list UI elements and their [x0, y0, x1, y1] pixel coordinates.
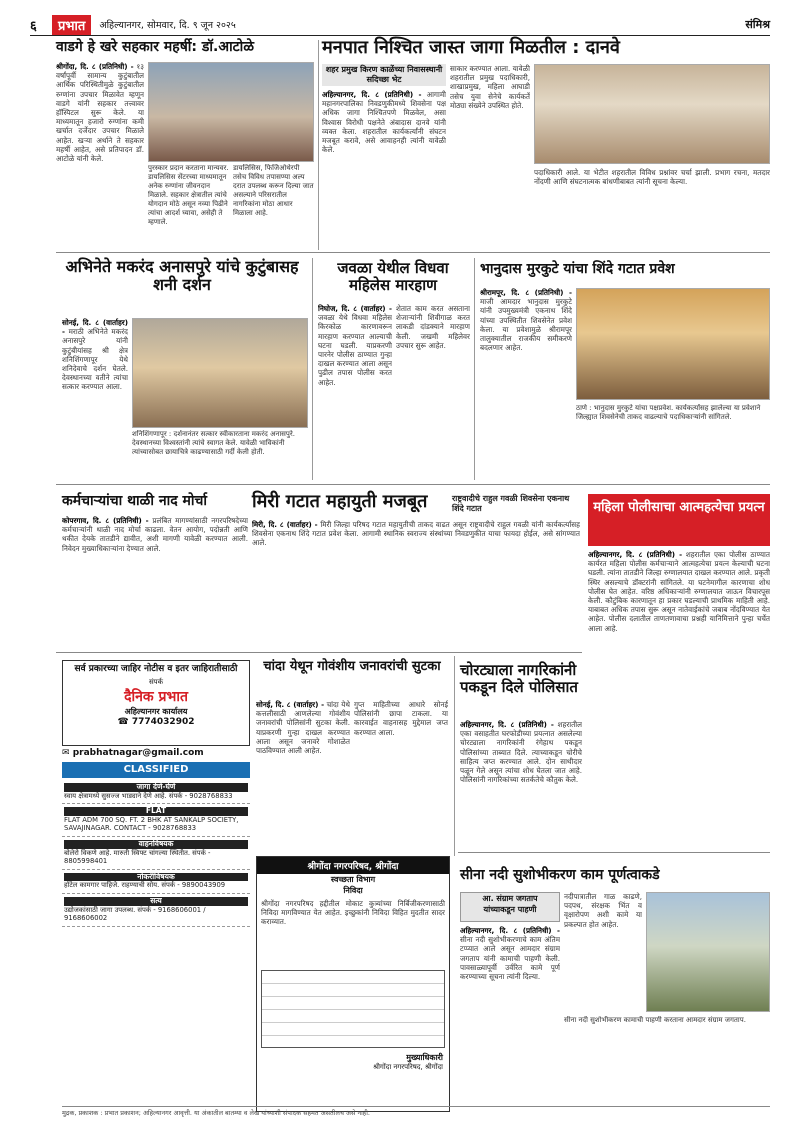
- article11-body: [460, 926, 560, 1106]
- article6-body: [62, 516, 248, 646]
- article7-text: मिरी जिल्हा परिषद गटात महायुतीची ताकद वाढत असून राष्ट्रवादीचे राहुल गवळी यांनी कार्यकर्त्यांसह शिवसेना एकनाथ शिंदे गटात प्रवेश केला. आगामी स्थानिक स्वराज्य संस्थांच्या निवडणुकीत याचा फायदा होईल, असे सांगण्यात आले.: [252, 520, 580, 548]
- advert-phone: [63, 717, 249, 727]
- article5-col2: कार्यकर्त्यांसह झालेल्या या प्रवेशाने जिल्ह्यात शिवसेनेची ताकद वाढल्याचे पदाधिकाऱ्यांनी सांगितले.: [576, 404, 761, 421]
- article11-caption: सीना नदी सुशोभीकरण कामाची पाहणी करताना आमदार संग्राम जगताप.: [564, 1016, 746, 1024]
- tender-org: श्रीगोंदा नगरपरिषद, श्रीगोंदा: [257, 857, 449, 874]
- article4-headline: जवळा येथील विधवा महिलेस मारहाण: [337, 259, 449, 294]
- article5-text: माजी आमदार भानुदास मुरकुटे यांनी उपमुख्यमंत्री एकनाथ शिंदे यांच्या उपस्थितीत शिवसेनेत प्रवेश केला. या प्रवेशामुळे श्रीरामपूर तालुक्यातील राजकीय समीकरणे बदलणार आहेत.: [480, 297, 572, 353]
- classified-item-text: उद्योजकांसाठी जागा उपलब्ध. संपर्क - 9168606001 / 9168606002: [64, 905, 206, 923]
- advert-email-text: prabhatnagar@gmail.com: [72, 748, 204, 758]
- article5-body: [480, 288, 572, 478]
- article2-col2: साकार करण्यात आला. यावेळी शहरातील प्रमुख पदाधिकारी, शाखाप्रमुख, महिला आघाडी तसेच युवा सेनेचे कार्यकर्ते मोठ्या संख्येने उपस्थित होते.: [450, 64, 530, 110]
- edition-dateline: अहिल्यानगर, सोमवार, दि. ९ जून २०२५: [99, 20, 236, 31]
- tender-kind: निविदा: [343, 886, 363, 895]
- article1-headline: वाडगे हे खरे सहकार महर्षी: डॉ.आटोळे: [56, 39, 254, 55]
- article3-text: मराठी अभिनेते मकरंद अनासपुरे यांनी कुटुंबीयांसह श्री क्षेत्र शनिशिंगणापूर येथे शनिदेवाचे दर्शन घेतले. देवस्थानच्या वतीने त्यांचा सत्कार करण्यात आला.: [62, 327, 128, 392]
- article2-headline: मनपात निश्चित जास्त जागा मिळतील : दानवे: [322, 37, 620, 58]
- article2-photo: [534, 64, 770, 164]
- article1-col2: डायलिसिस सेंटरच्या माध्यमातून अनेक रुग्णांना जीवनदान मिळाले. सहकार क्षेत्रातील त्यांचे योगदान मोठे असून नव्या पिढीने त्यांचा आदर्श घ्यावा, असेही ते म्हणाले.: [148, 173, 228, 226]
- article3-body: [62, 318, 128, 478]
- tender-sign2: श्रीगोंदा नगरपरिषद, श्रीगोंदा: [373, 1063, 443, 1071]
- article9-col2: गुप्त माहितीच्या आधारे सोनई पोलिसांनी छापा टाकला. या कारवाईत वाहनासह मुद्देमाल जप्त करण्यात आला.: [354, 700, 448, 737]
- article7-body: [252, 520, 580, 646]
- article9-dateline: सोनई, दि. ८ (वार्ताहर) -: [256, 700, 325, 709]
- article11-box-head: आ. संग्राम जगताप: [482, 894, 538, 903]
- article6-headline: कर्मचाऱ्यांचा थाळी नाद मोर्चा: [62, 493, 208, 509]
- article3-caption-text: शनिशिंगणापूर : दर्शनानंतर सत्कार स्वीकारताना मकरंद अनासपुरे.: [132, 430, 295, 438]
- classified-item: [62, 870, 250, 894]
- article4-col2: शेतात काम करत असताना शेजाऱ्यांनी शिवीगाळ करत लाकडी दांडक्याने मारहाण केली. जखमी महिलेवर उपचार सुरू आहेत.: [396, 304, 470, 350]
- article5-caption: [576, 404, 770, 478]
- phone-icon: ☎: [117, 717, 132, 727]
- classified-item: [62, 780, 250, 804]
- article10-dateline: अहिल्यानगर, दि. ८ (प्रतिनिधी) -: [460, 720, 554, 729]
- article3-photo: [132, 318, 308, 428]
- article4-dateline: निघोज, दि. ८ (वार्ताहर) -: [318, 304, 392, 313]
- article8-body: [588, 550, 770, 842]
- row-rule: [56, 652, 582, 653]
- advert-paper: दैनिक प्रभात: [124, 689, 188, 705]
- article6-text: प्रलंबित मागण्यांसाठी नगरपरिषदेच्या कर्मचाऱ्यांनी थाळी नाद मोर्चा काढला. वेतन आयोग, पदोन्नती आणि थकीत देयके तातडीने द्यावीत, अशी मागणी यावेळी करण्यात आली. निवेदन मुख्याधिकाऱ्यांना देण्यात आले.: [62, 516, 248, 553]
- article9-body: [256, 700, 350, 850]
- article5-dateline: श्रीरामपूर, दि. ८ (प्रतिनिधी) -: [480, 288, 572, 297]
- classified-item-text: स्वाय क्षेत्रामध्ये सुसज्ज भाड्याने देणे आहे. संपर्क - 9028768833: [64, 791, 233, 800]
- tender-table: [261, 970, 445, 1048]
- classified-item: [62, 804, 250, 837]
- article11-box-sub: यांच्याकडून पाहणी: [483, 905, 537, 914]
- column-rule: [312, 258, 313, 480]
- article3-dateline: सोनई, दि. ८ (वार्ताहर) -: [62, 318, 128, 337]
- classified-item: [62, 894, 250, 927]
- tender-notice: [256, 856, 450, 1112]
- classified-item-heading: वाहनविषयक: [64, 840, 248, 849]
- tender-dept: स्वच्छता विभाग: [330, 875, 376, 884]
- article2-text: आगामी महानगरपालिका निवडणुकीमध्ये शिवसेना पक्ष अधिक जागा निश्चितपणे मिळवेल, असा विश्वास विरोधी पक्षनेते अंबादास दानवे यांनी व्यक्त केला. शहरातील कार्यकर्त्यांनी संघटन मजबूत करावे, असे आवाहनही त्यांनी यावेळी केले.: [322, 90, 446, 155]
- imprint: मुद्रक, प्रकाशक : प्रभात प्रकाशन; अहिल्यानगर आवृत्ती. या अंकातील बातम्या व लेख यांच्याशी संपादक सहमत असतीलच असे नाही.: [62, 1106, 770, 1117]
- article1-col3: डायलिसिस, फिजिओथेरपी तसेच विविध तपासण्या अल्प दरात उपलब्ध करून दिल्या जात असल्याने परिसरातील नागरिकांना मोठा आधार मिळाला आहे.: [233, 164, 314, 217]
- article5-headline: भानुदास मुरकुटे यांचा शिंदे गटात प्रवेश: [480, 261, 675, 277]
- column-rule: [454, 656, 455, 856]
- article11-headline: सीना नदी सुशोभीकरण काम पूर्णत्वाकडे: [460, 867, 660, 883]
- article8-headline: महिला पोलीसाचा आत्महत्येचा प्रयत्न: [588, 494, 770, 546]
- article3-caption: [132, 430, 308, 478]
- article2-subhead: शहर प्रमुख किरण काळेंच्या निवासस्थानी सदिच्छा भेट: [322, 64, 446, 86]
- article4-text: जवळा येथे विधवा महिलेस किरकोळ कारणावरून मारहाण करण्यात आल्याची घटना घडली. याप्रकरणी पारनेर पोलीस ठाण्यात गुन्हा दाखल करण्यात आला असून पुढील तपास पोलीस करत आहेत.: [318, 313, 392, 387]
- article4-body: [318, 304, 392, 478]
- row-rule: [56, 484, 770, 485]
- article1-dateline: श्रीगोंदा, दि. ८ (प्रतिनिधी) -: [56, 62, 134, 71]
- article7-kicker: राष्ट्रवादीचे राहुल गवळी शिवसेना एकनाथ शिंदे गटात: [452, 494, 570, 513]
- prabhat-logo: प्रभात: [52, 15, 91, 35]
- column-rule: [318, 40, 319, 250]
- article2-dateline: अहिल्यानगर, दि. ८ (प्रतिनिधी) -: [322, 90, 422, 99]
- article11-col2: नदीपात्रातील गाळ काढणे, पदपथ, संरक्षक भिंत व वृक्षारोपण अशी कामे या प्रकल्पात होत आहेत.: [564, 892, 642, 929]
- classified-item-text: बोलेरो विकणे आहे. मारुती स्विफ्ट चांगल्या स्थितीत. संपर्क - 8805998401: [64, 848, 211, 866]
- classified-banner: CLASSIFIED: [62, 762, 250, 778]
- classified-item-heading: सत्य: [64, 897, 248, 906]
- tender-sign: मुख्याधिकारी: [406, 1053, 443, 1062]
- article9-headline: चांदा येथून गोवंशीय जनावरांची सुटका: [263, 659, 441, 674]
- article11-dateline: अहिल्यानगर, दि. ८ (प्रतिनिधी) -: [460, 926, 560, 935]
- article5-caption-text: ठाणे : भानुदास मुरकुटे यांचा पक्षप्रवेश.: [576, 404, 674, 412]
- classified-list: [62, 780, 250, 1102]
- article11-text: सीना नदी सुशोभीकरणाचे काम अंतिम टप्प्यात आले असून आमदार संग्राम जगताप यांनी कामाची पाहणी केली. पावसाळ्यापूर्वी उर्वरित कामे पूर्ण करण्याच्या सूचना त्यांनी दिल्या.: [460, 935, 560, 982]
- article3-col2: देवस्थानच्या विश्वस्तांनी त्यांचे स्वागत केले. यावेळी भाविकांनी त्यांच्यासोबत छायाचित्रे काढण्यासाठी गर्दी केली होती.: [132, 439, 285, 456]
- article1-caption-text: पुरस्कार प्रदान करताना मान्यवर.: [148, 164, 229, 172]
- row-rule: [458, 852, 770, 853]
- article2-body: [322, 90, 446, 246]
- mail-icon: ✉: [62, 748, 73, 758]
- article6-dateline: कोपरगाव, दि. ८ (प्रतिनिधी) -: [62, 516, 149, 525]
- article10-col2: दोन साथीदार पळून गेले असून त्यांचा शोध घेतला जात आहे. पोलिसांनी नागरिकांच्या सतर्कतेचे कौतुक केले.: [460, 756, 582, 785]
- article10-headline: चोरट्याला नागरिकांनी पकडून दिले पोलिसात: [460, 661, 578, 696]
- article1-body: [56, 62, 144, 246]
- advert-phone-number: 7774032902: [131, 717, 195, 727]
- classified-item-text: हॉटेल कामगार पाहिजे. राहण्याची सोय. संपर्क - 9890043909: [64, 881, 226, 890]
- article1-photo: [148, 62, 314, 162]
- article1-caption: [148, 164, 230, 246]
- advert-office: अहिल्यानगर कार्यालय: [124, 707, 188, 716]
- advert-box: [62, 660, 250, 746]
- article11-photo: [646, 892, 770, 1012]
- column-rule: [474, 258, 475, 480]
- row-rule: [56, 252, 770, 253]
- article3-headline: अभिनेते मकरंद अनासपुरे यांचे कुटुंबासह शनी दर्शन: [65, 257, 299, 294]
- article7-headline: मिरी गटात महायुती मजबूत: [252, 491, 428, 512]
- article11-box: [460, 892, 560, 922]
- article8-text: शहरातील एका पोलीस ठाण्यात कार्यरत महिला पोलीस कर्मचाऱ्याने आत्महत्येचा प्रयत्न केल्याची घटना घडली. त्यांना तातडीने जिल्हा रुग्णालयात दाखल करण्यात आले. प्रकृती स्थिर असल्याचे डॉक्टरांनी सांगितले. या घटनेमागील कारणाचा शोध पोलीस घेत आहेत. वरिष्ठ अधिकाऱ्यांनी रुग्णालयात जाऊन विचारपूस केली. कौटुंबिक कारणातून हा प्रकार घडल्याची प्राथमिक माहिती आहे. याबाबत अधिक तपास सुरू असून नातेवाईकांचे जबाब नोंदविण्यात येत आहेत. पोलीस दलातील ताणतणावाचा प्रश्नही यानिमित्ताने पुन्हा चर्चेत आला आहे.: [588, 550, 770, 633]
- article10-text: शहरातील एका वसाहतीत घरफोडीच्या प्रयत्नात असलेल्या चोरट्याला नागरिकांनी रंगेहाथ पकडून पोलिसांच्या ताब्यात दिले. त्याच्याकडून चोरीचे साहित्य जप्त करण्यात आले.: [460, 720, 582, 766]
- article8-dateline: अहिल्यानगर, दि. ८ (प्रतिनिधी) -: [588, 550, 683, 559]
- classified-item-text: FLAT ADM 700 SQ. FT. 2 BHK AT SANKALP SOCIETY, SAVAJINAGAR. CONTACT - 9028768833: [64, 815, 239, 833]
- section-name: संमिश्र: [745, 18, 770, 31]
- page-header: [30, 14, 770, 36]
- article1-text: १३ वर्षांपूर्वी सामान्य कुटुंबातील आर्थिक परिस्थितीमुळे कुटुंबातील रुग्णांना उपचार मिळावेत म्हणून वाडगे यांनी सहकार तत्त्वावर हॉस्पिटल सुरू केले. या माध्यमातून हजारो रुग्णांना कमी खर्चात दर्जेदार उपचार मिळाले आहेत. खऱ्या अर्थाने ते सहकार महर्षी आहेत, असे प्रतिपादन डॉ. आटोळे यांनी केले.: [56, 62, 144, 164]
- classified-item-heading: जागा देणे-घेणे: [64, 783, 248, 792]
- advert-email: [62, 748, 250, 758]
- article2-col3: पदाधिकारी आले. या भेटीत शहरातील विविध प्रश्नांवर चर्चा झाली. प्रभाग रचना, मतदार नोंदणी आणि संघटनात्मक बांधणीबाबत त्यांनी सूचना केल्या.: [534, 168, 770, 187]
- classified-item-heading: नोकरीविषयक: [64, 873, 248, 882]
- tender-body: श्रीगोंदा नगरपरिषद हद्दीतील मोकाट कुत्र्यांच्या निर्बिजीकरणासाठी निविदा मागविण्यात येत आहेत. इच्छुकांनी निविदा विहित मुदतीत सादर कराव्यात.: [261, 899, 445, 927]
- article9-text: चांदा येथे कत्तलीसाठी आणलेल्या गोवंशीय जनावरांची पोलिसांनी सुटका केली. याप्रकरणी गुन्हा दाखल करण्यात आला असून जनावरे गोशाळेत पाठविण्यात आली आहेत.: [256, 700, 350, 756]
- advert-title: सर्व प्रकारच्या जाहिर नोटीस व इतर जाहिरातीसाठी: [74, 664, 238, 674]
- article7-dateline: मिरी, दि. ८ (वार्ताहर) -: [252, 520, 318, 529]
- advert-contact-label: संपर्क: [148, 678, 164, 686]
- article10-body: [460, 720, 582, 850]
- classified-item: [62, 837, 250, 870]
- article5-photo: [576, 288, 770, 400]
- classified-item-heading: FLAT: [64, 807, 248, 816]
- page-number: ६: [30, 18, 37, 34]
